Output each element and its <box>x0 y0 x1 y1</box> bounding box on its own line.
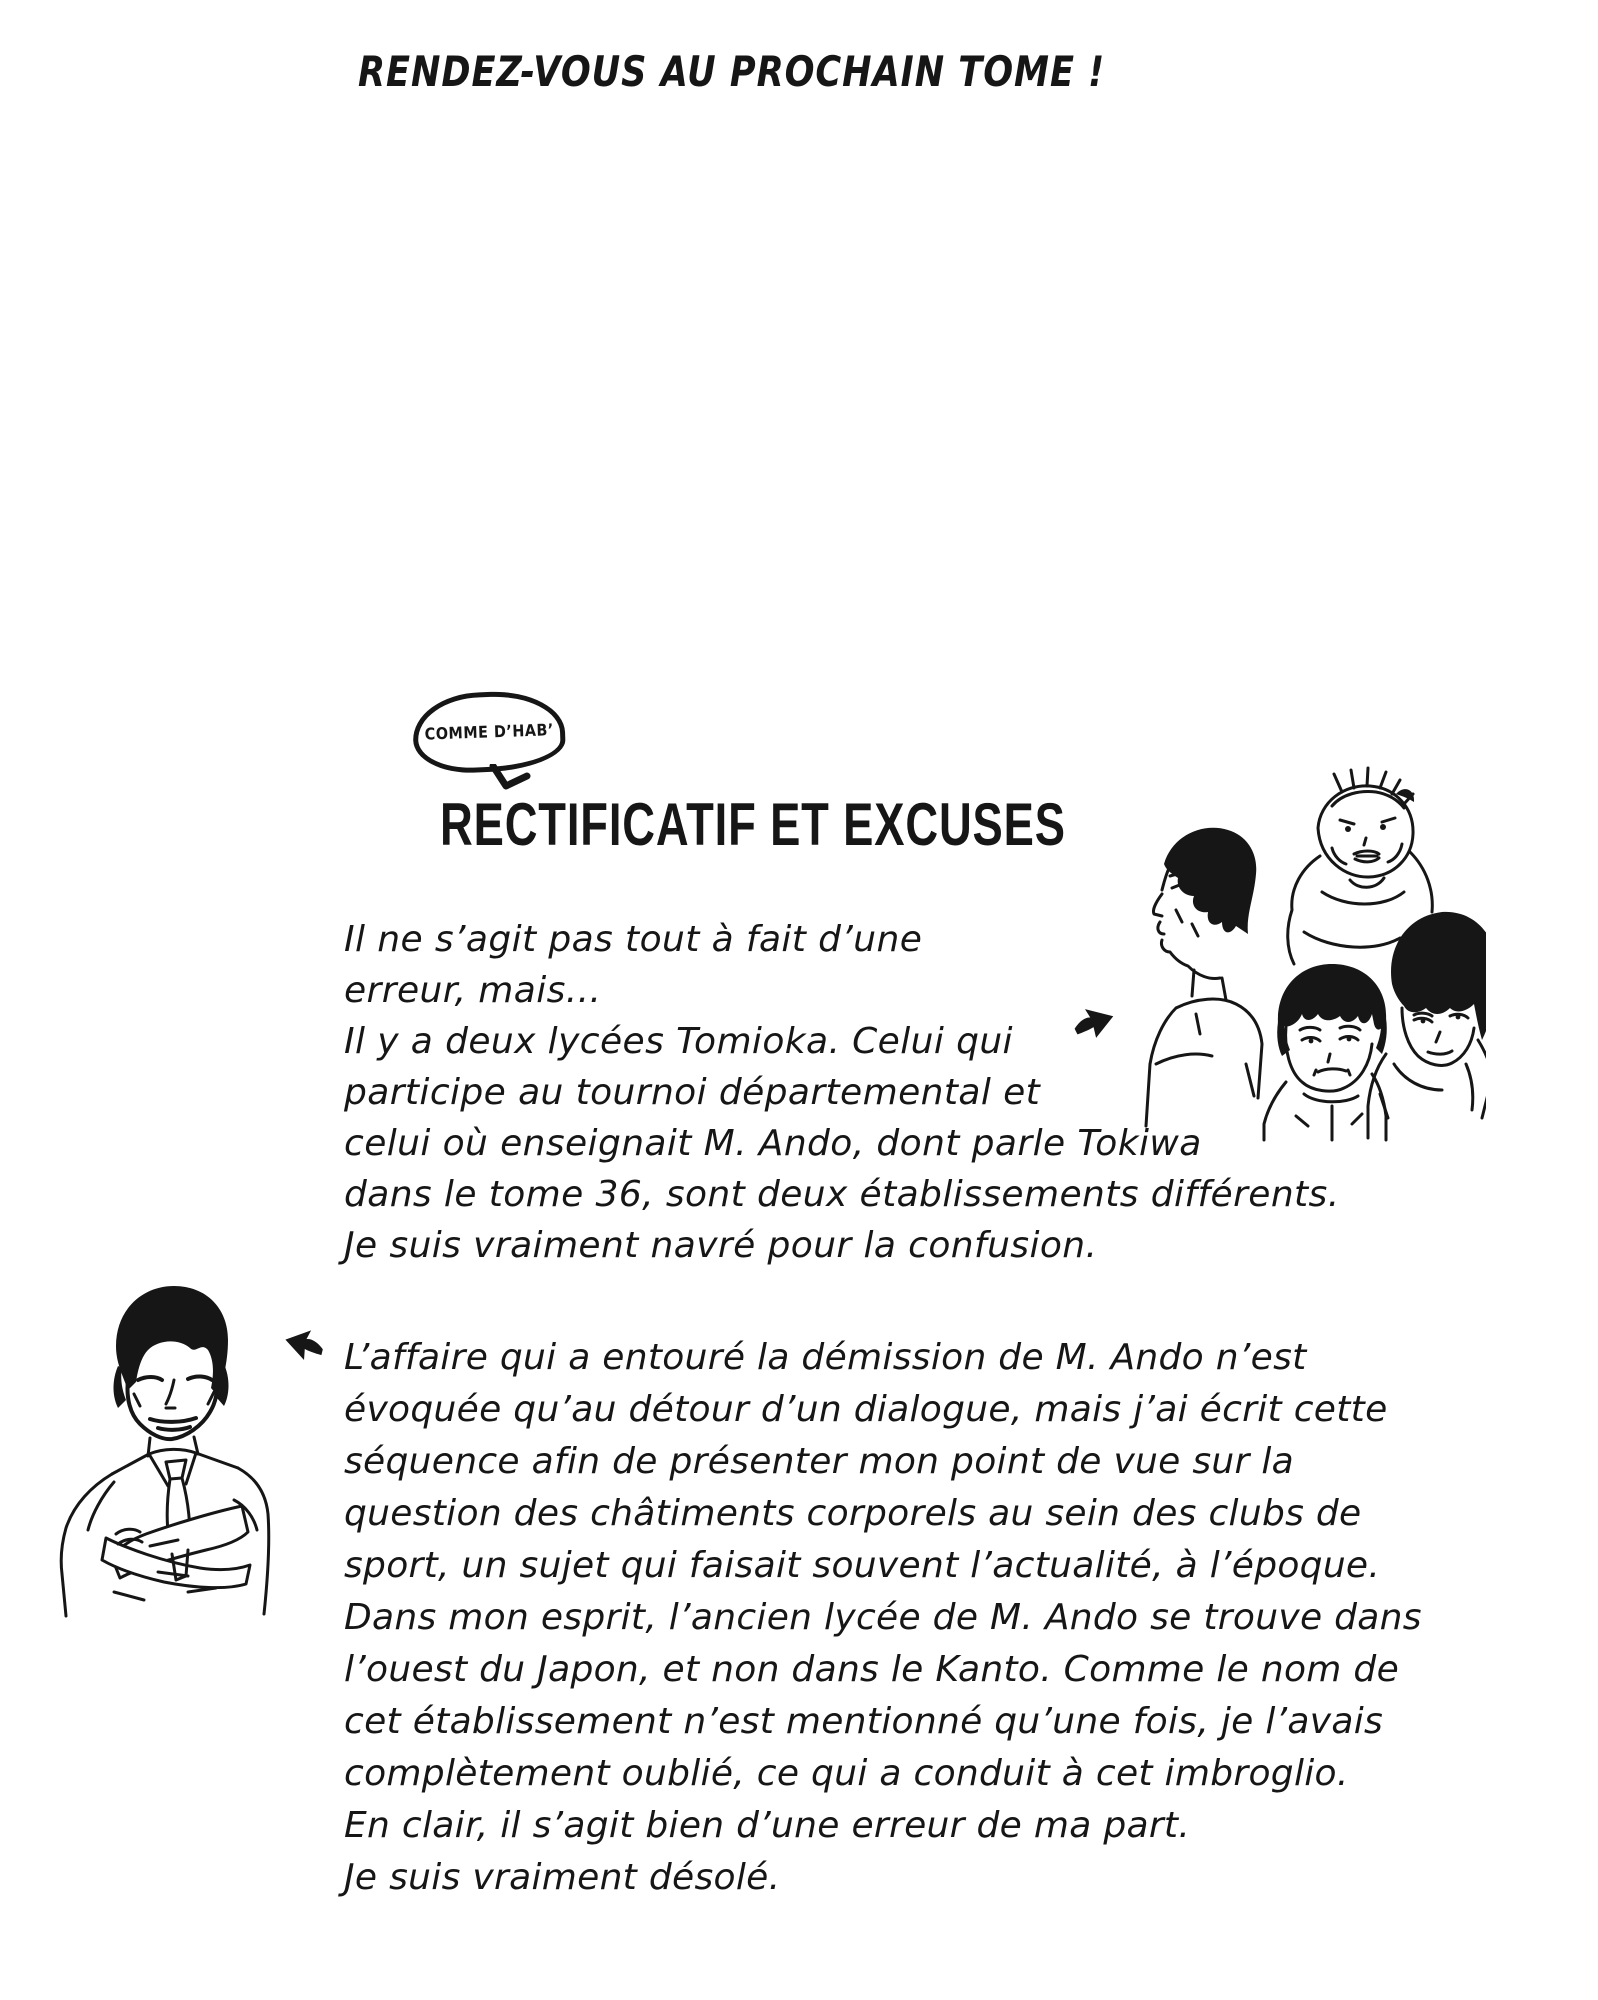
text-line: Je suis vraiment navré pour la confusion. <box>344 1225 1098 1266</box>
speech-bubble <box>412 689 567 774</box>
students-group-illustration <box>1136 764 1486 1142</box>
text-line: Il y a deux lycées Tomioka. Celui qui <box>344 1021 1013 1062</box>
text-line: séquence afin de présenter mon point de vue sur la <box>344 1441 1295 1482</box>
text-line: L’affaire qui a entouré la démission de M. Ando n’est <box>344 1337 1307 1378</box>
text-line: participe au tournoi départemental et <box>344 1072 1041 1113</box>
text-line: erreur, mais... <box>344 970 602 1011</box>
text-line: évoquée qu’au détour d’un dialogue, mais j’ai écrit cette <box>344 1389 1388 1430</box>
text-line: Je suis vraiment désolé. <box>344 1857 781 1898</box>
speech-bubble-text: COMME D’HAB’ <box>424 720 554 744</box>
text-line: Il ne s’agit pas tout à fait d’une <box>344 919 923 960</box>
text-line: celui où enseignait M. Ando, dont parle Tokiwa <box>344 1123 1202 1164</box>
text-line: sport, un sujet qui faisait souvent l’actualité, à l’époque. <box>344 1545 1381 1586</box>
text-line: Dans mon esprit, l’ancien lycée de M. Ando se trouve dans <box>344 1597 1422 1638</box>
crossed-arms-man-illustration <box>54 1276 298 1624</box>
profile-man-sketch <box>1146 828 1262 1126</box>
text-line: question des châtiments corporels au sein des clubs de <box>344 1493 1362 1534</box>
section-title: RECTIFICATIF ET EXCUSES <box>440 791 1066 859</box>
hand-drawn-arrow-right-icon <box>1067 999 1120 1047</box>
text-line: complètement oublié, ce qui a conduit à cet imbroglio. <box>344 1753 1349 1794</box>
text-line: cet établissement n’est mentionné qu’une fois, je l’avais <box>344 1701 1384 1742</box>
text-line: l’ouest du Japon, et non dans le Kanto. Comme le nom de <box>344 1649 1400 1690</box>
text-line: En clair, il s’agit bien d’une erreur de ma part. <box>344 1805 1191 1846</box>
crossed-arms-man-sketch <box>61 1286 269 1616</box>
next-volume-note: RENDEZ-VOUS AU PROCHAIN TOME ! <box>358 48 1106 97</box>
text-line: dans le tome 36, sont deux établissements différents. <box>344 1174 1340 1215</box>
apology-paragraph <box>344 1332 1422 1904</box>
